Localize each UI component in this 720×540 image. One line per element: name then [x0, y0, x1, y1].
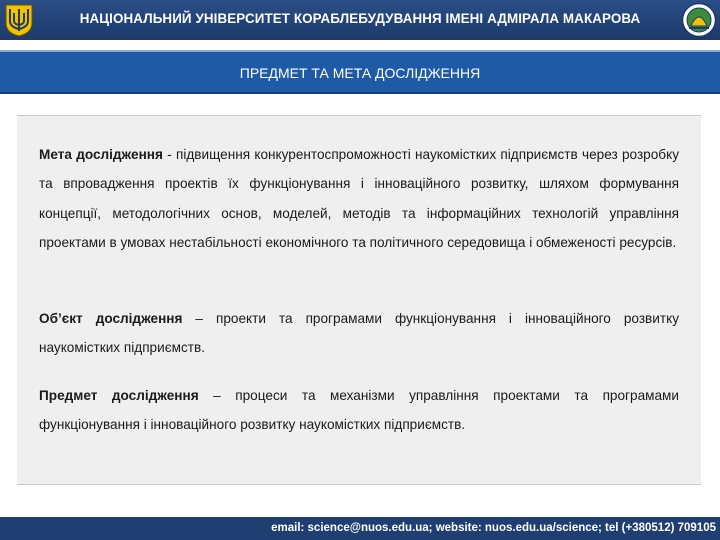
slide-title: ПРЕДМЕТ ТА МЕТА ДОСЛІДЖЕННЯ: [239, 65, 481, 81]
object-text: – проекти та програмами функціонування і інноваційного розвитку наукомістких підприємств.: [39, 311, 679, 356]
object-term: Об’єкт дослідження: [39, 311, 183, 326]
footer-contact: email: science@nuos.edu.ua; website: nuos.edu.ua/science; tel (+380512) 709105: [271, 522, 716, 534]
header-band: [0, 0, 720, 40]
paragraph-subject: [39, 381, 679, 440]
subject-term: Предмет дослідження: [39, 388, 199, 403]
university-name: НАЦІОНАЛЬНИЙ УНІВЕРСИТЕТ КОРАБЛЕБУДУВАННЯ ІМЕНІ АДМІРАЛА МАКАРОВА: [79, 11, 641, 26]
goal-term: Мета дослідження: [39, 147, 163, 162]
subject-text: – процеси та механізми управління проектами та програмами функціонування і інноваційного розвитку наукомістких підприємств.: [39, 388, 679, 433]
trident-crest-icon: [4, 3, 34, 37]
footer-bar: [0, 517, 720, 540]
goal-text: - підвищення конкурентоспроможності наукомістких підприємств через розробку та впровадження проектів їх функціонування і інноваційного розвитку, шляхом формування концепції, методологічних основ, моделей, методів та інформаційних технологій управління проектами в умовах нестабільності економічного та політичного середовища і обмеженості ресурсів.: [39, 147, 679, 250]
content-panel: [17, 115, 701, 485]
slide-title-bar: [0, 50, 720, 94]
university-seal-icon: [681, 2, 717, 38]
paragraph-goal: [39, 140, 679, 257]
paragraph-object: [39, 304, 679, 363]
